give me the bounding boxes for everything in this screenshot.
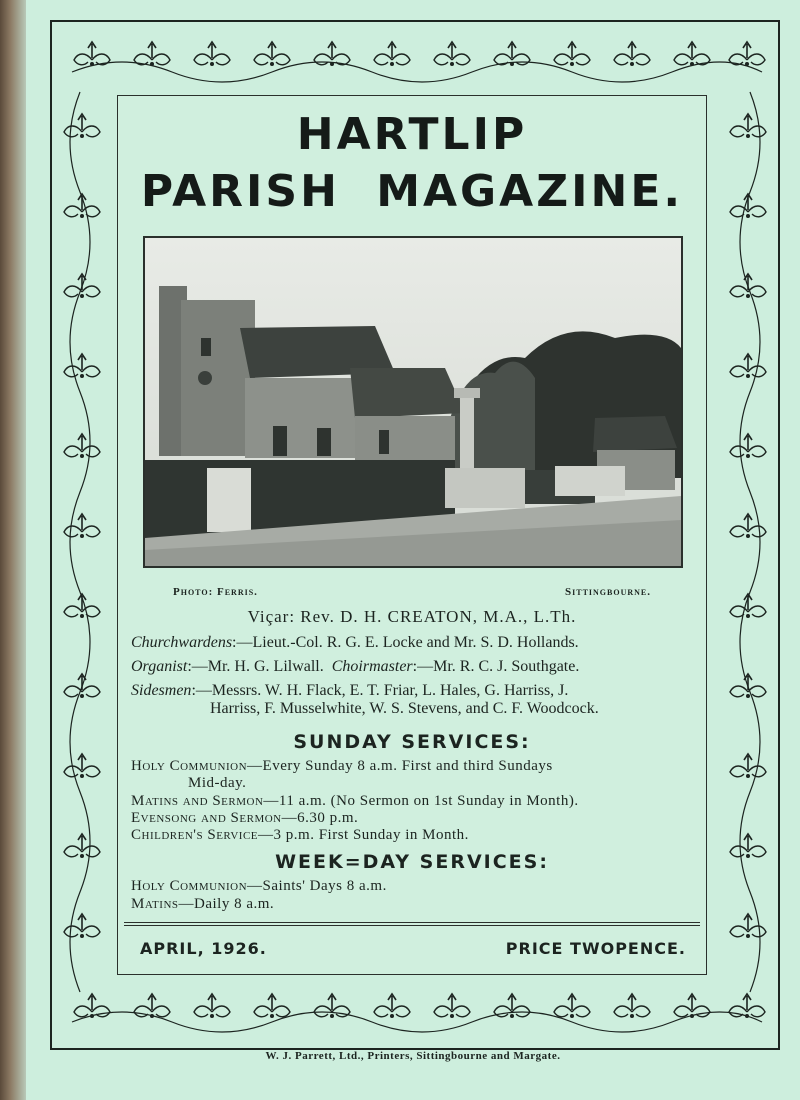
service-name: Children's Service bbox=[131, 827, 259, 843]
service-time: —3 p.m. First Sunday in Month. bbox=[258, 827, 469, 843]
service-time: —Every Sunday 8 a.m. First and third Sundays bbox=[247, 758, 553, 774]
sunday-holy-communion bbox=[131, 758, 553, 775]
divider-rule bbox=[124, 925, 700, 926]
sidesmen-text-1: :—Messrs. W. H. Flack, E. T. Friar, L. Hales, G. Harriss, J. bbox=[191, 682, 569, 699]
content-panel bbox=[117, 95, 707, 975]
service-time: —6.30 p.m. bbox=[281, 810, 359, 826]
divider-rule bbox=[124, 922, 700, 923]
church-photograph bbox=[143, 236, 683, 568]
organist-text: :—Mr. H. G. Lilwall. bbox=[187, 658, 324, 675]
service-time: —Daily 8 a.m. bbox=[178, 896, 275, 912]
magazine-title-line2: PARISH MAGAZINE. bbox=[140, 166, 684, 217]
weekday-services-heading: WEEK=DAY SERVICES: bbox=[275, 851, 549, 873]
churchwardens-text: :—Lieut.-Col. R. G. E. Locke and Mr. S. D. Hollands. bbox=[232, 634, 579, 651]
magazine-title-line1: HARTLIP bbox=[296, 109, 528, 160]
sidesmen-line bbox=[131, 682, 568, 700]
service-time: —11 a.m. (No Sermon on 1st Sunday in Month). bbox=[263, 793, 579, 809]
book-spine bbox=[0, 0, 26, 1100]
organist-line bbox=[131, 658, 579, 676]
sidesmen-line-2: Harriss, F. Musselwhite, W. S. Stevens, and C. F. Woodcock. bbox=[210, 700, 599, 717]
choirmaster-label: Choirmaster bbox=[331, 658, 413, 675]
sunday-holy-communion-2: Mid-day. bbox=[188, 775, 247, 791]
sunday-services-heading: SUNDAY SERVICES: bbox=[293, 731, 531, 753]
photo-credit: Photo: Ferris. bbox=[173, 586, 258, 598]
service-name: Holy Communion bbox=[131, 878, 248, 894]
sunday-matins bbox=[131, 793, 579, 810]
sunday-evensong bbox=[131, 810, 358, 827]
organist-label: Organist bbox=[131, 658, 188, 675]
service-name: Matins bbox=[131, 896, 179, 912]
photo-location: Sittingbourne. bbox=[565, 586, 651, 598]
weekday-holy-communion bbox=[131, 878, 387, 895]
issue-date: APRIL, 1926. bbox=[140, 939, 267, 958]
printer-imprint: W. J. Parrett, Ltd., Printers, Sittingbourne and Margate. bbox=[265, 1050, 561, 1062]
service-name: Matins and Sermon bbox=[131, 793, 264, 809]
church-photo-image bbox=[145, 238, 681, 566]
weekday-matins bbox=[131, 896, 274, 913]
churchwardens-label: Churchwardens bbox=[131, 634, 233, 651]
sidesmen-label: Sidesmen bbox=[131, 682, 192, 699]
vicar-line: Viçar: Rev. D. H. CREATON, M.A., L.Th. bbox=[247, 607, 577, 626]
service-name: Holy Communion bbox=[131, 758, 248, 774]
issue-price: PRICE TWOPENCE. bbox=[505, 939, 686, 958]
magazine-page bbox=[26, 0, 800, 1100]
sunday-childrens-service bbox=[131, 827, 469, 844]
service-time: —Saints' Days 8 a.m. bbox=[247, 878, 387, 894]
churchwardens-line bbox=[131, 634, 579, 652]
service-name: Evensong and Sermon bbox=[131, 810, 282, 826]
choirmaster-text: :—Mr. R. C. J. Southgate. bbox=[412, 658, 580, 675]
